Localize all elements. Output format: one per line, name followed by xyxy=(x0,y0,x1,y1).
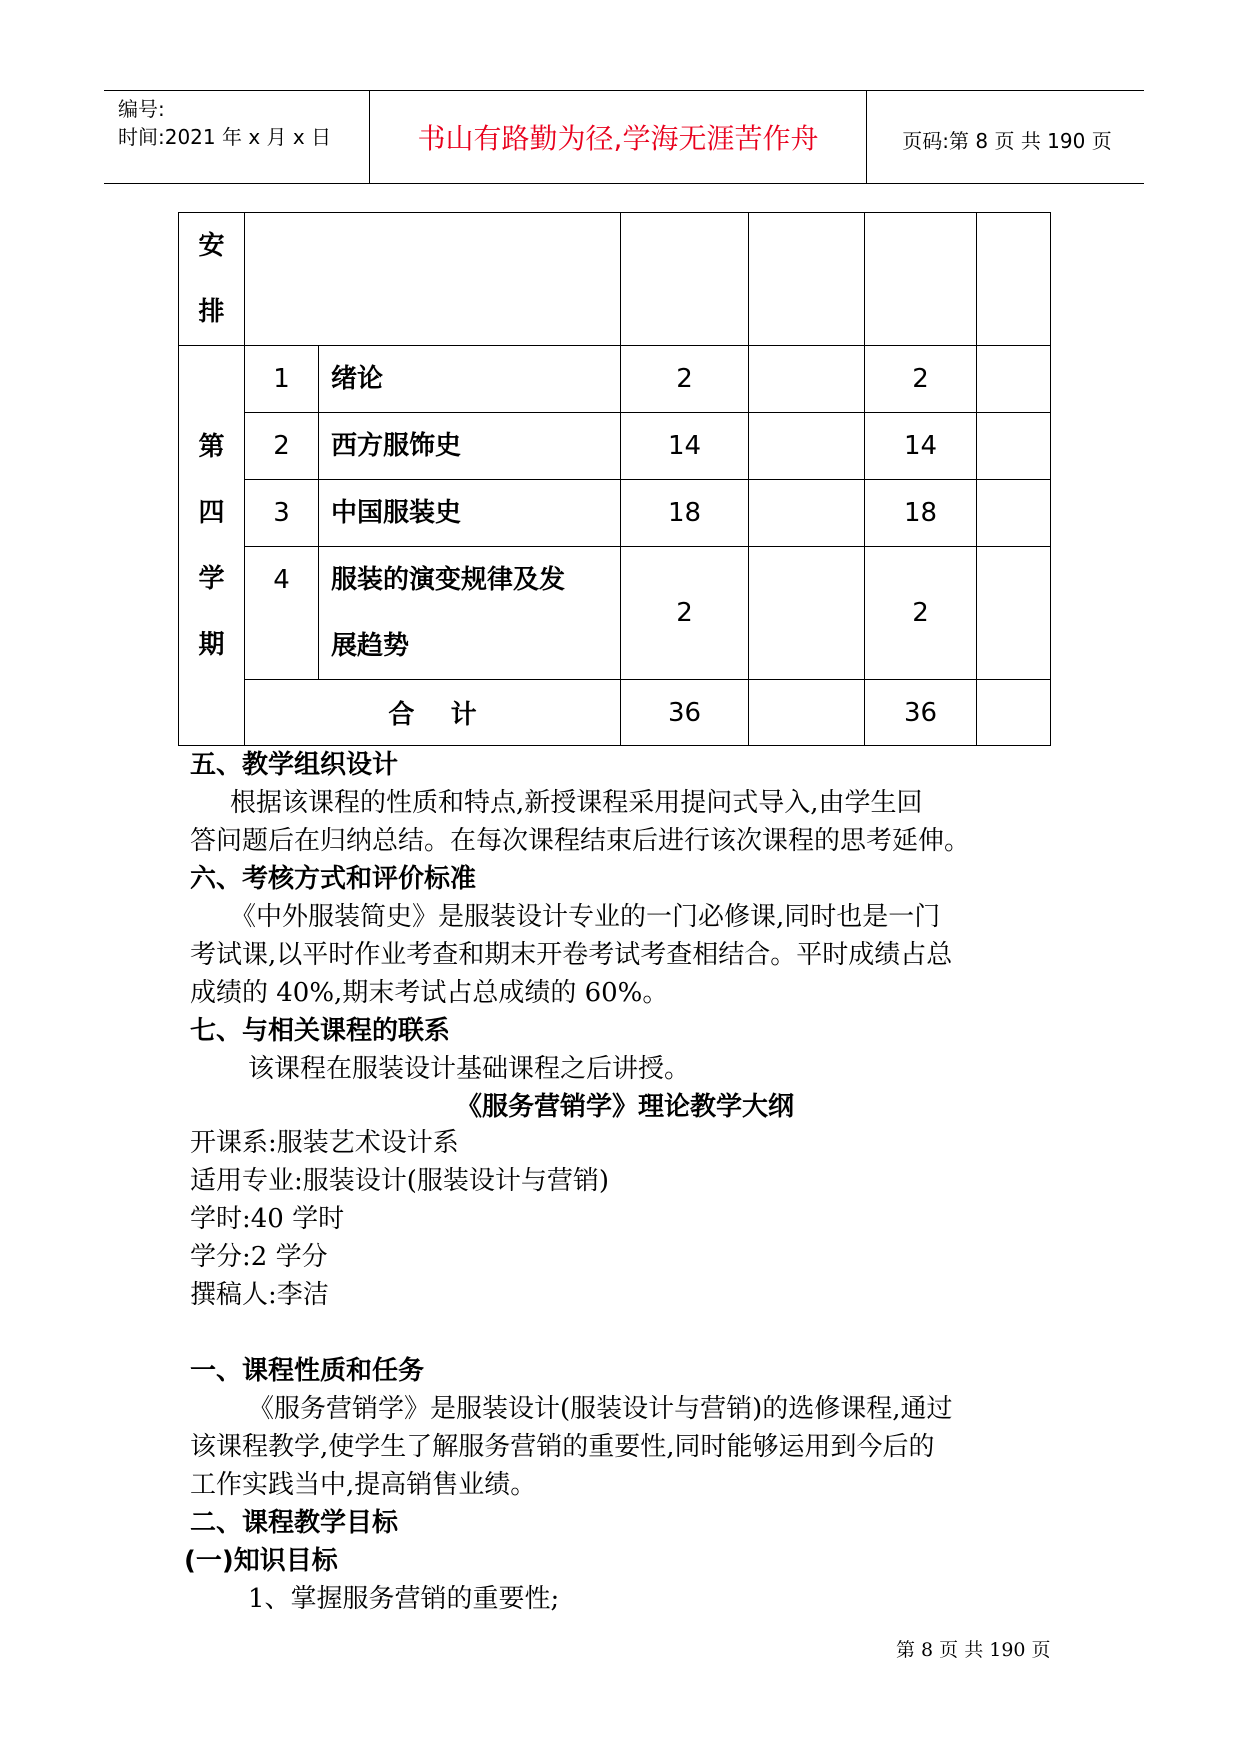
paragraph-line: 该课程在服装设计基础课程之后讲授。 xyxy=(248,1054,691,1084)
table-row xyxy=(179,547,1051,680)
table-cell xyxy=(865,213,977,346)
hours-cell: 14 xyxy=(621,413,749,480)
section-heading: 六、考核方式和评价标准 xyxy=(190,864,477,894)
table-cell xyxy=(977,213,1051,346)
total-hours: 36 xyxy=(865,680,977,746)
row-number: 1 xyxy=(245,346,319,413)
paragraph-line: 《服务营销学》是服装设计(服装设计与营销)的选修课程,通过 xyxy=(248,1394,953,1424)
section-heading: 七、与相关课程的联系 xyxy=(190,1016,451,1046)
arrangement-char: 安 xyxy=(198,231,225,261)
table-cell xyxy=(749,213,865,346)
semester-char: 四 xyxy=(198,497,225,528)
meta-major: 适用专业:服装设计(服装设计与营销) xyxy=(190,1166,610,1196)
chapter-title xyxy=(319,480,621,547)
table-cell xyxy=(621,213,749,346)
section-heading: 二、课程教学目标 xyxy=(190,1508,399,1538)
table-row xyxy=(179,413,1051,480)
header-page-number: 页码:第 8 页 共 190 页 xyxy=(902,129,1112,153)
row-number: 4 xyxy=(245,547,319,680)
table-cell xyxy=(977,680,1051,746)
table-cell xyxy=(977,413,1051,480)
semester-char: 期 xyxy=(198,629,225,660)
chapter-title-line: 西方服饰史 xyxy=(331,431,462,461)
arrangement-cell xyxy=(179,213,245,346)
chapter-title-line: 展趋势 xyxy=(331,631,410,661)
table-cell xyxy=(749,480,865,547)
table-cell xyxy=(749,547,865,680)
hours-cell: 18 xyxy=(865,480,977,547)
serial-label: 编号: xyxy=(118,97,165,121)
hours-cell: 18 xyxy=(621,480,749,547)
hours-cell: 2 xyxy=(865,346,977,413)
meta-author: 撰稿人:李洁 xyxy=(190,1280,329,1310)
chapter-title-line: 绪论 xyxy=(331,364,384,394)
table-cell xyxy=(749,680,865,746)
chapter-title xyxy=(319,413,621,480)
paragraph-line: 该课程教学,使学生了解服务营销的重要性,同时能够运用到今后的 xyxy=(190,1432,935,1462)
chapter-title-line: 中国服装史 xyxy=(331,498,462,528)
paragraph-line: 工作实践当中,提高销售业绩。 xyxy=(190,1470,537,1500)
table-row xyxy=(179,480,1051,547)
hours-cell: 2 xyxy=(865,547,977,680)
footer-page-number: 第 8 页 共 190 页 xyxy=(896,1639,1051,1661)
schedule-table xyxy=(178,212,1051,746)
table-cell xyxy=(749,413,865,480)
section-heading: 一、课程性质和任务 xyxy=(190,1356,425,1386)
paragraph-line: 考试课,以平时作业考查和期末开卷考试考查相结合。平时成绩占总 xyxy=(190,940,953,970)
table-cell xyxy=(245,213,621,346)
chapter-title xyxy=(319,547,621,680)
hours-cell: 14 xyxy=(865,413,977,480)
chapter-title-line: 服装的演变规律及发 xyxy=(331,565,566,595)
header-motto: 书山有路勤为径,学海无涯苦作舟 xyxy=(417,122,819,155)
row-number: 2 xyxy=(245,413,319,480)
page-header xyxy=(104,90,1144,184)
hours-cell: 2 xyxy=(621,547,749,680)
table-cell xyxy=(749,346,865,413)
section-heading: 五、教学组织设计 xyxy=(190,750,399,780)
semester-char: 第 xyxy=(198,431,225,462)
paragraph-line: 答问题后在归纳总结。在每次课程结束后进行该次课程的思考延伸。 xyxy=(190,826,971,856)
meta-dept: 开课系:服装艺术设计系 xyxy=(190,1128,459,1158)
table-cell xyxy=(977,480,1051,547)
paragraph-line: 成绩的 40%,期末考试占总成绩的 60%。 xyxy=(190,978,669,1008)
semester-cell xyxy=(179,346,245,746)
time-label: 时间:2021 年 x 月 x 日 xyxy=(118,125,332,149)
paragraph-line: 《中外服装简史》是服装设计专业的一门必修课,同时也是一门 xyxy=(230,902,941,932)
arrangement-char: 排 xyxy=(198,297,225,327)
table-row xyxy=(179,213,1051,346)
list-item: 1、掌握服务营销的重要性; xyxy=(248,1584,560,1614)
table-cell xyxy=(977,547,1051,680)
sub-heading: (一)知识目标 xyxy=(184,1546,338,1576)
total-hours: 36 xyxy=(621,680,749,746)
row-number: 3 xyxy=(245,480,319,547)
outline-title: 《服务营销学》理论教学大纲 xyxy=(455,1092,794,1122)
table-row xyxy=(179,346,1051,413)
hours-cell: 2 xyxy=(621,346,749,413)
total-label: 合 计 xyxy=(245,680,621,746)
table-row xyxy=(179,680,1051,746)
chapter-title xyxy=(319,346,621,413)
meta-credits: 学分:2 学分 xyxy=(190,1242,328,1272)
paragraph-line: 根据该课程的性质和特点,新授课程采用提问式导入,由学生回 xyxy=(230,788,923,818)
table-cell xyxy=(977,346,1051,413)
header-divider xyxy=(866,91,867,183)
semester-char: 学 xyxy=(198,563,225,594)
meta-hours: 学时:40 学时 xyxy=(190,1204,345,1234)
